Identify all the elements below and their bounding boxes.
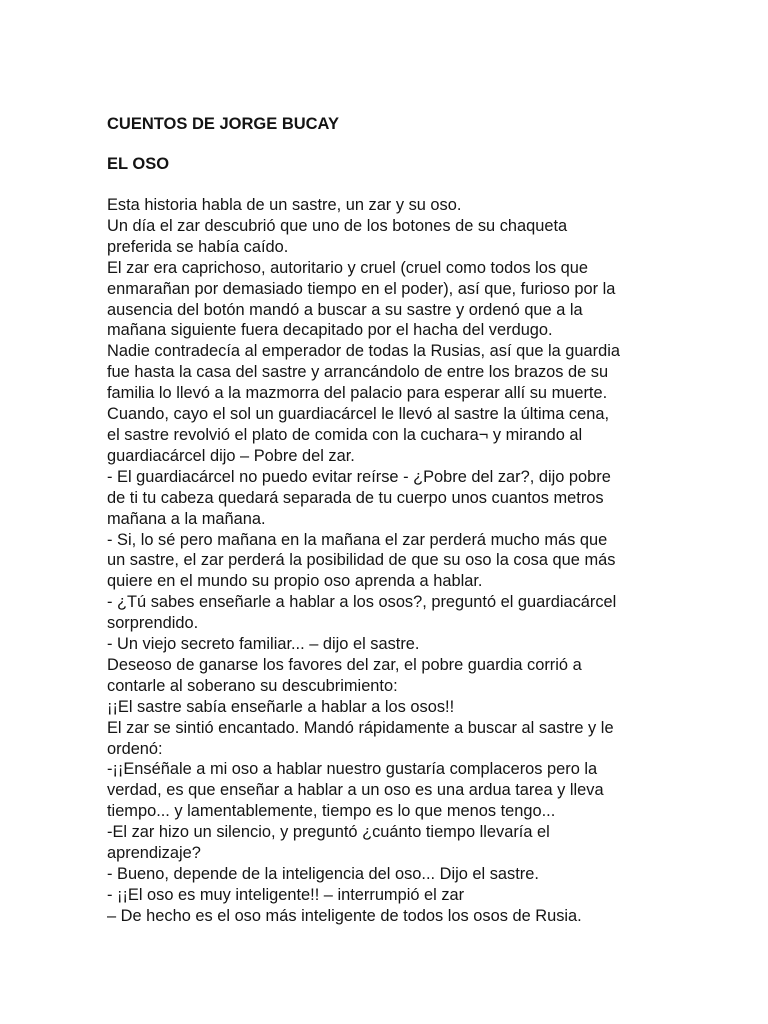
text-line: enmarañan por demasiado tiempo en el poder), así que, furioso por la	[107, 279, 616, 298]
text-line: tiempo... y lamentablemente, tiempo es lo que menos tengo...	[107, 802, 556, 821]
text-line: mañana a la mañana.	[107, 509, 266, 528]
text-line: contarle al soberano su descubrimiento:	[107, 676, 398, 695]
text-line: - Si, lo sé pero mañana en la mañana el zar perderá mucho más que	[107, 530, 608, 549]
story-body	[107, 195, 707, 927]
text-line: Deseoso de ganarse los favores del zar, el pobre guardia corrió a	[107, 655, 582, 674]
text-line: guardiacárcel dijo – Pobre del zar.	[107, 446, 355, 465]
text-line: de ti tu cabeza quedará separada de tu cuerpo unos cuantos metros	[107, 488, 604, 507]
text-line: - ¡¡El oso es muy inteligente!! – interrumpió el zar	[107, 885, 465, 904]
text-line: -¡¡Enséñale a mi oso a hablar nuestro gustaría complaceros pero la	[107, 760, 598, 779]
text-line: verdad, es que enseñar a hablar a un oso es una ardua tarea y lleva	[107, 781, 604, 800]
text-line: -El zar hizo un silencio, y preguntó ¿cuánto tiempo llevaría el	[107, 823, 550, 842]
text-line: quiere en el mundo su propio oso aprenda a hablar.	[107, 572, 483, 591]
text-line: fue hasta la casa del sastre y arrancándolo de entre los brazos de su	[107, 363, 609, 382]
text-line: sorprendido.	[107, 614, 199, 633]
text-line: preferida se había caído.	[107, 237, 289, 256]
text-line: un sastre, el zar perderá la posibilidad de que su oso la cosa que más	[107, 551, 616, 570]
text-line: mañana siguiente fuera decapitado por el hacha del verdugo.	[107, 321, 553, 340]
text-line: aprendizaje?	[107, 844, 201, 863]
text-line: familia lo llevó a la mazmorra del palacio para esperar allí su muerte.	[107, 384, 608, 403]
text-line: - Bueno, depende de la inteligencia del oso... Dijo el sastre.	[107, 865, 539, 883]
text-line: Nadie contradecía al emperador de todas la Rusias, así que la guardia	[107, 342, 620, 361]
text-line: - Un viejo secreto familiar... – dijo el sastre.	[107, 635, 420, 654]
text-line: - ¿Tú sabes enseñarle a hablar a los osos?, preguntó el guardiacárcel	[107, 593, 617, 612]
text-line: Un día el zar descubrió que uno de los botones de su chaqueta	[107, 216, 568, 235]
document-title: CUENTOS DE JORGE BUCAY	[107, 115, 339, 133]
text-line: ausencia del botón mandó a buscar a su sastre y ordenó que a la	[107, 300, 583, 319]
text-line: ordenó:	[107, 739, 163, 758]
text-line: El zar se sintió encantado. Mandó rápidamente a buscar al sastre y le	[107, 718, 614, 737]
text-line: Esta historia habla de un sastre, un zar y su oso.	[107, 196, 462, 214]
text-line: Cuando, cayo el sol un guardiacárcel le llevó al sastre la última cena,	[107, 405, 610, 424]
text-line: el sastre revolvió el plato de comida con la cuchara¬ y mirando al	[107, 425, 583, 444]
text-line: ¡¡El sastre sabía enseñarle a hablar a los osos!!	[107, 697, 455, 716]
text-line: – De hecho es el oso más inteligente de todos los osos de Rusia.	[107, 906, 582, 925]
text-line: - El guardiacárcel no puedo evitar reírse - ¿Pobre del zar?, dijo pobre	[107, 467, 611, 486]
story-title: EL OSO	[107, 155, 170, 173]
text-line: El zar era caprichoso, autoritario y cruel (cruel como todos los que	[107, 258, 589, 277]
